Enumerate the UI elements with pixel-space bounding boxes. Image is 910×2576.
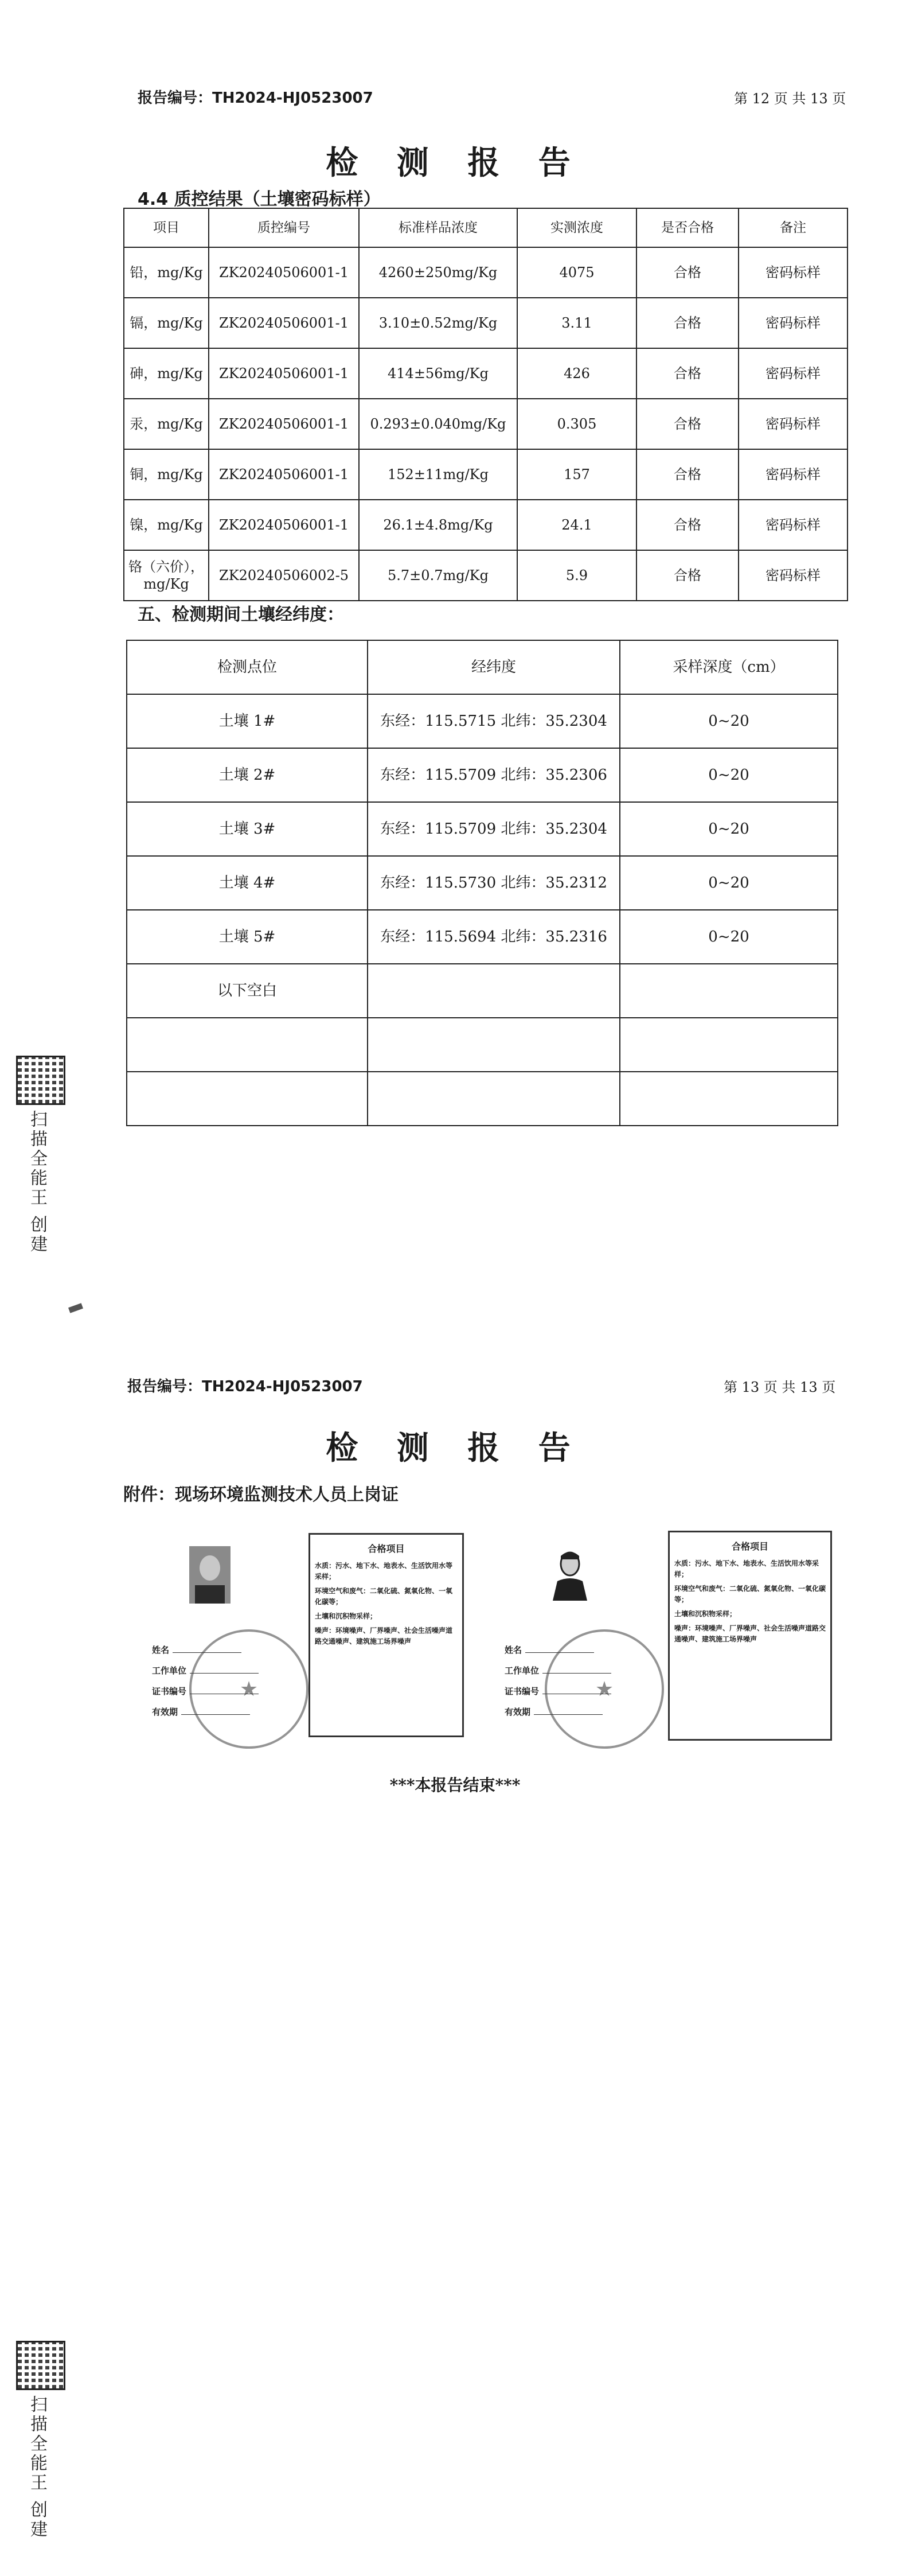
table-cell: ZK20240506001-1 [209, 399, 359, 449]
table-cell: 0~20 [620, 802, 838, 856]
table-row [127, 802, 838, 856]
star-icon: ★ [595, 1677, 614, 1701]
qualification-card [308, 1533, 464, 1737]
table-row [127, 856, 838, 910]
table-cell: 东经：115.5730 北纬：35.2312 [368, 856, 620, 910]
ident-cert-no-2: 证书编号 [505, 1683, 611, 1699]
header-cell: 实测浓度 [517, 208, 636, 247]
soil-location-table [126, 640, 838, 1126]
header-cell: 标准样品浓度 [359, 208, 517, 247]
table-cell: 东经：115.5694 北纬：35.2316 [368, 910, 620, 964]
ident-name: 姓名 [152, 1642, 241, 1658]
table-cell: 合格 [636, 550, 739, 601]
table-cell [620, 1018, 838, 1072]
table-row [124, 449, 847, 500]
table-cell: 密码标样 [739, 298, 847, 348]
table-cell: 5.7±0.7mg/Kg [359, 550, 517, 601]
table-cell: 0~20 [620, 694, 838, 748]
table-cell: 砷，mg/Kg [124, 348, 209, 399]
table-cell: ZK20240506001-1 [209, 500, 359, 550]
star-icon: ★ [239, 1677, 259, 1701]
table-row [124, 298, 847, 348]
header-cell: 项目 [124, 208, 209, 247]
table-cell: ZK20240506001-1 [209, 298, 359, 348]
card-line: 噪声：环境噪声、厂界噪声、社会生活噪声道路交通噪声、建筑施工场界噪声 [315, 1626, 453, 1645]
table-cell: 合格 [636, 298, 739, 348]
table-row [124, 500, 847, 550]
table-cell: ZK20240506002-5 [209, 550, 359, 601]
table-cell: 土壤 3# [127, 802, 368, 856]
table-cell: 密码标样 [739, 348, 847, 399]
table-cell: 密码标样 [739, 247, 847, 298]
header-cell: 备注 [739, 208, 847, 247]
card-title: 合格项目 [731, 1541, 768, 1552]
report-end-text: ***本报告结束*** [389, 1776, 521, 1795]
table-cell: 26.1±4.8mg/Kg [359, 500, 517, 550]
official-seal-2 [545, 1629, 664, 1749]
table-row [127, 694, 838, 748]
table-row [127, 1018, 838, 1072]
card-line: 水质：污水、地下水、地表水、生活饮用水等采样； [674, 1559, 819, 1578]
header-cell: 采样深度（cm） [620, 640, 838, 694]
table-header-row [124, 208, 847, 247]
table-cell: 5.9 [517, 550, 636, 601]
table-row [124, 550, 847, 601]
qc-results-table [123, 208, 848, 601]
qr-code [16, 1056, 65, 1105]
table-cell: 东经：115.5709 北纬：35.2304 [368, 802, 620, 856]
table-row [124, 348, 847, 399]
table-cell: 铬（六价），mg/Kg [124, 550, 209, 601]
page-title-2: 检 测 报 告 [326, 1429, 584, 1467]
official-seal [189, 1629, 308, 1749]
header-cell: 检测点位 [127, 640, 368, 694]
table-cell [368, 1018, 620, 1072]
table-cell: 3.11 [517, 298, 636, 348]
table-cell: 157 [517, 449, 636, 500]
page-indicator-2: 第 13 页 共 13 页 [724, 1379, 836, 1395]
table-cell: 合格 [636, 348, 739, 399]
page-title: 检 测 报 告 [326, 144, 584, 182]
table-cell: 铅，mg/Kg [124, 247, 209, 298]
table-cell: 密码标样 [739, 550, 847, 601]
ident-unit: 工作单位 [152, 1663, 259, 1679]
table-cell: 426 [517, 348, 636, 399]
table-cell: 合格 [636, 500, 739, 550]
table-cell [368, 964, 620, 1018]
table-cell [127, 1072, 368, 1126]
table-cell: 密码标样 [739, 399, 847, 449]
scanner-watermark-2: 扫描全能王 创建 [27, 2395, 47, 2540]
location-section-title: 五、检测期间土壤经纬度： [138, 605, 344, 625]
table-cell: 3.10±0.52mg/Kg [359, 298, 517, 348]
table-cell: ZK20240506001-1 [209, 247, 359, 298]
card-line: 环境空气和废气：二氧化硫、氮氧化物、一氧化碳等； [674, 1585, 826, 1604]
table-cell [127, 1018, 368, 1072]
table-cell: 合格 [636, 247, 739, 298]
header-cell: 质控编号 [209, 208, 359, 247]
qualification-card-2 [668, 1531, 832, 1741]
table-row [127, 964, 838, 1018]
table-cell: 镉，mg/Kg [124, 298, 209, 348]
report-number: 报告编号：TH2024-HJ0523007 [138, 90, 373, 107]
table-cell: 0.305 [517, 399, 636, 449]
table-cell: 4260±250mg/Kg [359, 247, 517, 298]
table-cell: 东经：115.5709 北纬：35.2306 [368, 748, 620, 802]
card-line: 噪声：环境噪声、厂界噪声、社会生活噪声道路交通噪声、建筑施工场界噪声 [674, 1624, 826, 1643]
card-line: 土壤和沉积物采样； [674, 1610, 737, 1618]
ident-valid-2: 有效期 [505, 1704, 603, 1720]
scan-mark [68, 1303, 83, 1313]
table-row [127, 748, 838, 802]
table-cell: 4075 [517, 247, 636, 298]
table-cell: 镍，mg/Kg [124, 500, 209, 550]
staff-photo-2 [549, 1543, 591, 1601]
ident-cert-no: 证书编号 [152, 1683, 259, 1699]
table-cell: 土壤 1# [127, 694, 368, 748]
header-cell: 经纬度 [368, 640, 620, 694]
table-cell: 土壤 4# [127, 856, 368, 910]
table-row [127, 1072, 838, 1126]
table-cell: 密码标样 [739, 500, 847, 550]
table-cell [620, 964, 838, 1018]
table-cell: 铜，mg/Kg [124, 449, 209, 500]
table-cell: 以下空白 [127, 964, 368, 1018]
attachment-title: 附件：现场环境监测技术人员上岗证 [123, 1485, 399, 1505]
ident-valid: 有效期 [152, 1704, 250, 1720]
report-number-2: 报告编号：TH2024-HJ0523007 [127, 1378, 363, 1395]
table-cell: 0.293±0.040mg/Kg [359, 399, 517, 449]
table-cell: 合格 [636, 399, 739, 449]
table-row [124, 247, 847, 298]
table-cell: 24.1 [517, 500, 636, 550]
page-indicator: 第 12 页 共 13 页 [734, 91, 846, 107]
table-cell: 密码标样 [739, 449, 847, 500]
ident-unit-2: 工作单位 [505, 1663, 611, 1679]
card-title: 合格项目 [368, 1543, 405, 1554]
table-cell: 东经：115.5715 北纬：35.2304 [368, 694, 620, 748]
table-cell: ZK20240506001-1 [209, 449, 359, 500]
card-line: 水质：污水、地下水、地表水、生活饮用水等采样； [315, 1562, 453, 1581]
header-cell: 是否合格 [636, 208, 739, 247]
table-cell: 0~20 [620, 748, 838, 802]
qr-code-2 [16, 2341, 65, 2390]
card-line: 环境空气和废气：二氧化硫、氮氧化物、一氧化碳等； [315, 1587, 453, 1606]
table-cell: 0~20 [620, 856, 838, 910]
table-cell: 合格 [636, 449, 739, 500]
table-row [127, 910, 838, 964]
table-cell [620, 1072, 838, 1126]
ident-name-2: 姓名 [505, 1642, 594, 1658]
table-row [124, 399, 847, 449]
table-header-row [127, 640, 838, 694]
table-cell: 土壤 2# [127, 748, 368, 802]
table-cell [368, 1072, 620, 1126]
staff-photo [189, 1546, 231, 1604]
scanner-watermark: 扫描全能王 创建 [27, 1110, 47, 1255]
table-cell: 汞，mg/Kg [124, 399, 209, 449]
qc-section-title: 4.4 质控结果（土壤密码标样） [138, 189, 381, 209]
table-cell: 152±11mg/Kg [359, 449, 517, 500]
table-cell: 土壤 5# [127, 910, 368, 964]
table-cell: 0~20 [620, 910, 838, 964]
table-cell: 414±56mg/Kg [359, 348, 517, 399]
card-line: 土壤和沉积物采样； [315, 1612, 377, 1620]
table-cell: ZK20240506001-1 [209, 348, 359, 399]
